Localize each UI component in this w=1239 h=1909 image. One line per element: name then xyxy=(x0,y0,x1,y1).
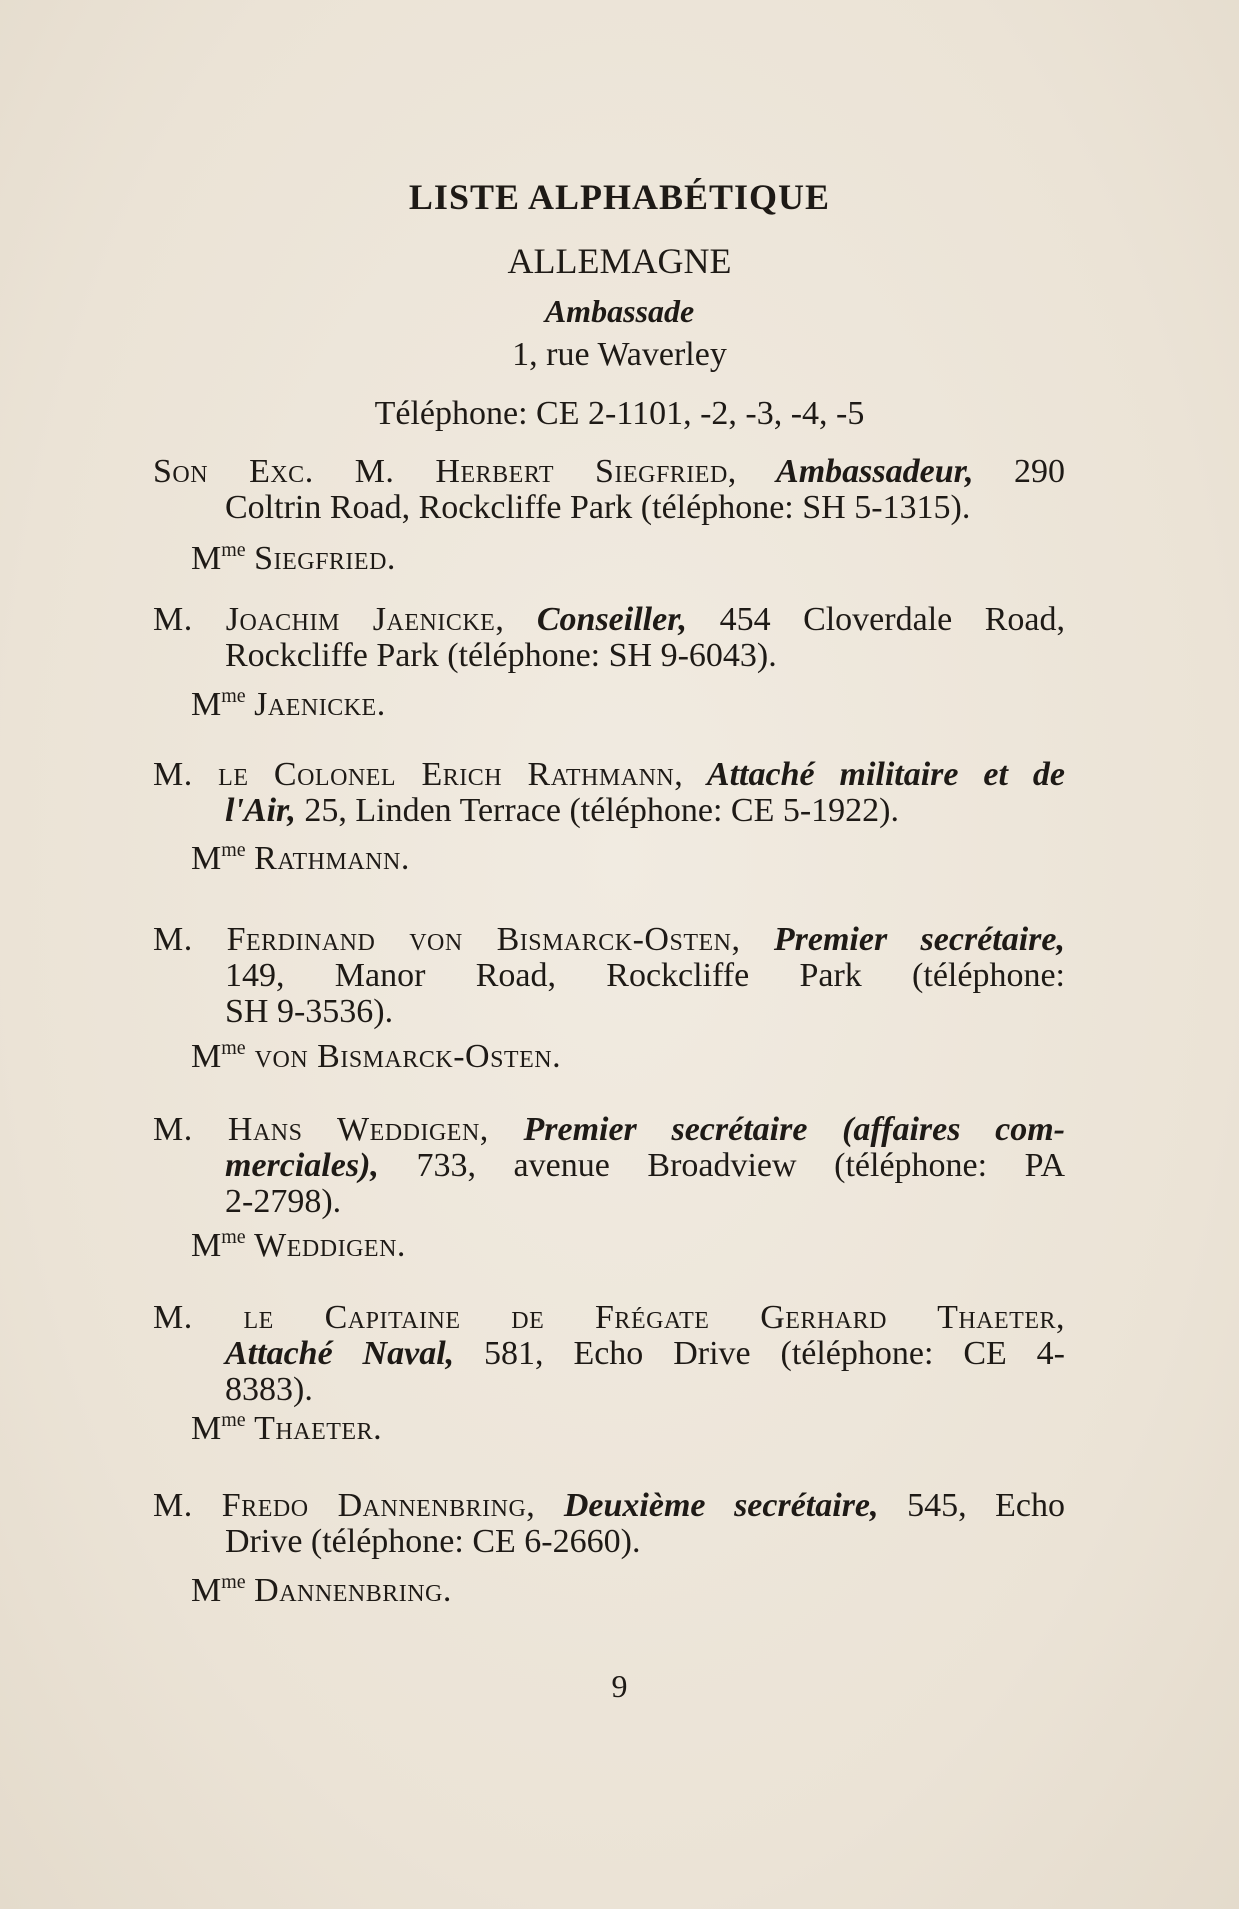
entry-line xyxy=(153,1112,1065,1148)
entry-text: 290 xyxy=(973,453,1066,490)
entry-line xyxy=(153,1336,1065,1372)
entry-line xyxy=(153,1300,1065,1336)
entry-line xyxy=(153,757,1065,793)
spouse-line: $M^{me}$ Dannenbring. xyxy=(191,1571,452,1609)
entry-text: 8383). xyxy=(225,1371,313,1408)
entry-line xyxy=(153,994,1065,1030)
entry-line xyxy=(153,1488,1065,1524)
entry-role: Attaché militaire et de xyxy=(683,756,1065,793)
diplomat-entry xyxy=(153,757,1065,829)
spouse-line: $M^{me}$ Jaenicke. xyxy=(191,685,386,723)
spouse-line: $M^{me}$ Siegfried. xyxy=(191,539,396,577)
entry-text: 149, Manor Road, Rockcliffe Park (téléphone: xyxy=(225,957,1065,994)
diplomat-entry xyxy=(153,1112,1065,1220)
diplomat-entry xyxy=(153,1300,1065,1408)
diplomat-entry xyxy=(153,602,1065,674)
entry-text: Coltrin Road, Rockcliffe Park (téléphone: SH 5-1315). xyxy=(225,489,971,526)
entry-role: merciales), xyxy=(225,1147,379,1184)
spouse-name: von Bismarck-Osten. xyxy=(245,1038,562,1075)
embassy-telephone: Téléphone: CE 2-1101, -2, -3, -4, -5 xyxy=(374,395,865,432)
entry-text: 733, avenue Broadview (téléphone: PA xyxy=(378,1147,1065,1184)
entry-role: Premier secrétaire, xyxy=(740,921,1065,958)
entry-role: l'Air, xyxy=(225,792,296,829)
entry-name: M. Joachim Jaenicke, xyxy=(153,601,505,638)
entry-text: SH 9-3536). xyxy=(225,993,394,1030)
entry-role: Deuxième secrétaire, xyxy=(535,1487,879,1524)
entry-role: Conseiller, xyxy=(504,601,688,638)
spouse-name: Siegfried. xyxy=(254,540,396,577)
spouse-line: $M^{me}$ Weddigen. xyxy=(191,1226,406,1264)
entry-text: 25, Linden Terrace (téléphone: CE 5-1922). xyxy=(295,792,899,829)
diplomat-entry xyxy=(153,1488,1065,1560)
entry-name: M. Hans Weddigen, xyxy=(153,1111,489,1148)
diplomat-entry xyxy=(153,454,1065,526)
list-title: LISTE ALPHABÉTIQUE xyxy=(408,177,831,217)
entry-name: M. Ferdinand von Bismarck-Osten, xyxy=(153,921,741,958)
spouse-name: Weddigen. xyxy=(254,1227,406,1264)
entry-role: Ambassadeur, xyxy=(736,453,974,490)
entry-line xyxy=(153,958,1065,994)
spouse-name: Jaenicke. xyxy=(254,686,386,723)
entry-line xyxy=(153,602,1065,638)
entry-text: 2-2798). xyxy=(225,1183,342,1220)
diplomat-entry xyxy=(153,922,1065,1030)
entry-role: Attaché Naval, xyxy=(225,1335,455,1372)
page-number: 9 xyxy=(611,1668,628,1704)
spouse-line: $M^{me}$ Thaeter. xyxy=(191,1409,383,1447)
country-heading: ALLEMAGNE xyxy=(507,241,732,281)
entry-role: Premier secrétaire (affaires com- xyxy=(488,1111,1066,1148)
entry-text: 581, Echo Drive (téléphone: CE 4- xyxy=(454,1335,1065,1372)
spouse-line: $M^{me}$ von Bismarck-Osten. xyxy=(191,1037,562,1075)
embassy-address: 1, rue Waverley xyxy=(512,336,727,373)
entry-name: M. Fredo Dannenbring, xyxy=(153,1487,536,1524)
entry-name: M. le Colonel Erich Rathmann, xyxy=(153,756,684,793)
entry-line xyxy=(153,1184,1065,1220)
entry-name: Son Exc. M. Herbert Siegfried, xyxy=(153,453,737,490)
entry-text: 545, Echo xyxy=(878,1487,1065,1524)
entry-line xyxy=(153,793,1065,829)
spouse-name: Rathmann. xyxy=(254,840,410,877)
entry-line xyxy=(153,922,1065,958)
spouse-name: Thaeter. xyxy=(254,1410,383,1447)
entry-line xyxy=(153,638,1065,674)
entry-line xyxy=(153,1524,1065,1560)
entry-text: 454 Cloverdale Road, xyxy=(687,601,1065,638)
entry-text: Drive (téléphone: CE 6-2660). xyxy=(225,1523,641,1560)
entry-line xyxy=(153,490,1065,526)
spouse-line: $M^{me}$ Rathmann. xyxy=(191,839,410,877)
entry-line xyxy=(153,1372,1065,1408)
spouse-name: Dannenbring. xyxy=(254,1572,452,1609)
entry-line xyxy=(153,1148,1065,1184)
entry-line xyxy=(153,454,1065,490)
entry-name: M. le Capitaine de Frégate Gerhard Thaeter, xyxy=(153,1299,1065,1336)
entry-text: Rockcliffe Park (téléphone: SH 9-6043). xyxy=(225,637,777,674)
mission-type: Ambassade xyxy=(544,293,695,329)
